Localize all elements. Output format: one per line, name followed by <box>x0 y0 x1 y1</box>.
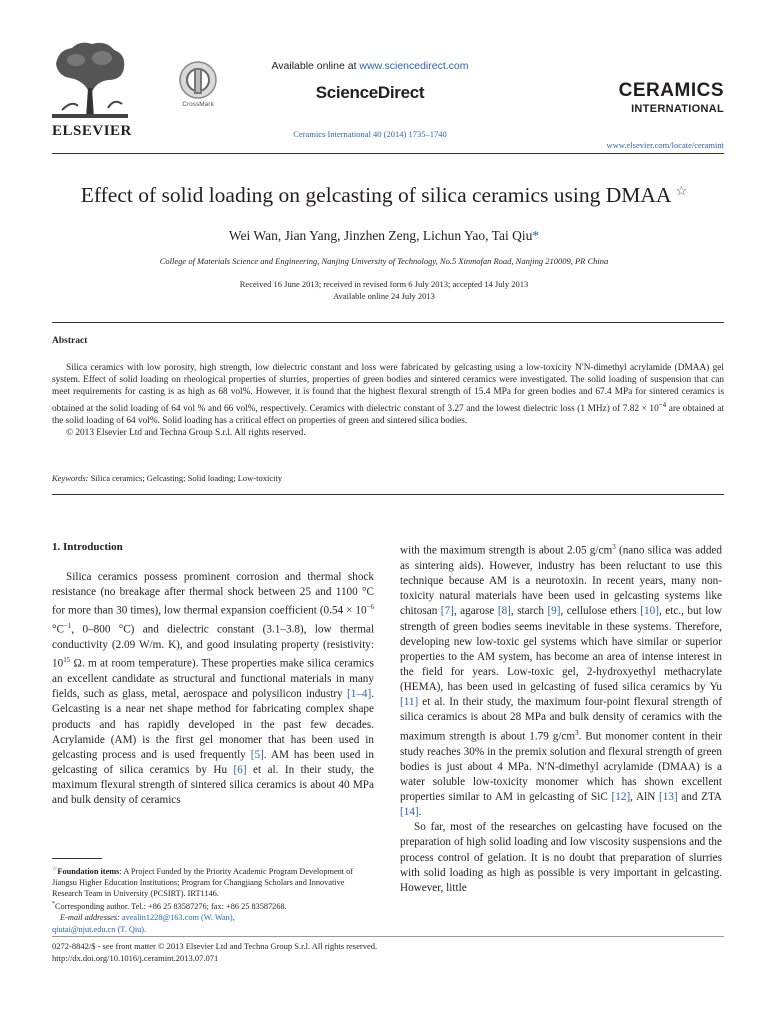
email-name: (T. Qiu). <box>115 924 147 934</box>
keywords <box>52 473 724 483</box>
text-run: et al. In their study, the maximum four-point flexural strength of silica ceramics is about 28 MPa and bulk density of ceramics with the maximum strength is about 1.79 g/cm <box>400 696 722 743</box>
sciencedirect-link[interactable]: www.sciencedirect.com <box>359 60 469 72</box>
issn-line: 0272-8842/$ - see front matter © 2013 Elsevier Ltd and Techna Group S.r.l. All rights reserved. <box>52 941 378 951</box>
reference-link[interactable]: [9] <box>547 605 561 618</box>
text-run: , AlN <box>630 790 659 803</box>
reference-link[interactable]: [14] <box>400 806 419 819</box>
foundation-footnote <box>52 864 374 899</box>
text-run: (nano silica was added as sintering aids). However, industry has been reluctant to use this technique because AM is a neurotoxin. In recent years, many non-toxicity natural materials have been used in gelcasting systems like chitosan <box>400 544 722 618</box>
header-divider <box>52 153 724 154</box>
corresponding-footnote <box>52 899 374 912</box>
affiliation: College of Materials Science and Engineering, Nanjing University of Technology, No.5 Xinmofan Road, Nanjing 210009, PR China <box>159 256 609 266</box>
abstract-copyright: © 2013 Elsevier Ltd and Techna Group S.r.l. All rights reserved. <box>66 428 306 439</box>
article-dates <box>40 278 728 302</box>
publisher-name: ELSEVIER <box>52 123 132 139</box>
abstract-paragraph <box>52 362 724 427</box>
abstract-text-1: Silica ceramics with low porosity, high strength, low dielectric constant and loss were fabricated by gelcasting using a low-toxicity N′N-dimethyl acrylamide (DMAA) gel system. Effect of solid loading on rheological properties of slurries, properties of green bodies and sintered ceramics were investigated. The solid loading of suspension that can meet requirements for casting is as high as 68 vol%. However, it is found that the highest flexural strength of 15.4 MPa for green bodies and 67.4 MPa for sintered ceramics is obtained at the solid loading of 64 vol % and 66 vol%, respectively. Ceramics with dielectric constant of 3.27 and the lowest dielectric loss (1 MHz) of 7.82 × 10 <box>52 363 724 414</box>
intro-paragraph-2: So far, most of the researches on gelcasting have focused on the preparation of high solid loading and low viscosity suspensions and the process control of gelation. It is no doubt that preparation of slurries with solid loading as high as possible is very important in gelcasting. However, little <box>400 821 722 894</box>
email-name: (W. Wan), <box>198 913 235 923</box>
bottom-divider <box>52 936 724 937</box>
reference-link[interactable]: [8] <box>497 605 511 618</box>
body-column-right <box>400 540 722 896</box>
front-matter <box>52 940 377 964</box>
text-run: Silica ceramics possess prominent corrosion and thermal shock resistance (no breakage after thermal shock between 25 and 1100 °C for more than 30 times), low thermal expansion coefficient (0.54 × 10 <box>52 571 374 618</box>
title-text: Effect of solid loading on gelcasting of silica ceramics using DMAA <box>80 183 671 207</box>
abstract-text-2: are obtained at the solid loading of 64 vol%. Solid loading has a critical effect on properties of green and sintered silica bodies. <box>52 403 724 426</box>
author-list <box>40 228 728 244</box>
exponent: −1 <box>63 622 72 631</box>
exponent: 3 <box>575 728 579 737</box>
dates-available: Available online 24 July 2013 <box>333 291 435 301</box>
crossmark-label: CrossMark <box>182 101 214 108</box>
email-label: E-mail addresses: <box>60 913 120 923</box>
email-footnote-2 <box>52 924 374 935</box>
doi-link[interactable]: http://dx.doi.org/10.1016/j.ceramint.2013.07.071 <box>52 953 219 963</box>
text-run: , cellulose ethers <box>560 605 641 618</box>
corresponding-text: Corresponding author. Tel.: +86 25 83587276; fax: +86 25 83587268. <box>55 902 287 912</box>
text-run: . But monomer content in their study reaches 30% in the premix solution and flexural strength of green bodies is just about 4 MPa. N′N-dimethyl acrylamide (DMAA) is a water soluble low-toxicity monomer which has shown excellent properties similar to AM in gelcasting of SiC <box>400 730 722 803</box>
reference-link[interactable]: [6] <box>233 764 247 777</box>
text-run: °C <box>52 623 64 636</box>
abstract-body <box>52 362 724 439</box>
journal-name-line2: INTERNATIONAL <box>631 103 724 115</box>
footnote-divider <box>52 858 102 859</box>
platform-name: ScienceDirect <box>315 83 425 102</box>
reference-link[interactable]: [5] <box>250 748 264 761</box>
abstract-heading: Abstract <box>52 336 88 346</box>
dates-received: Received 16 June 2013; received in revised form 6 July 2013; accepted 14 July 2013 <box>239 279 529 289</box>
keywords-label: Keywords: <box>52 473 89 483</box>
text-run: with the maximum strength is about 2.05 g/cm <box>400 544 613 557</box>
email-link[interactable]: avealin1228@163.com <box>121 913 199 923</box>
reference-link[interactable]: [10] <box>640 605 659 618</box>
reference-link[interactable]: [11] <box>400 696 419 709</box>
text-run: , agarose <box>453 605 498 618</box>
text-run: Ω. m at room temperature). These properties make silica ceramics an excellent candidate as structural and functional materials in many fields, such as glass, metal, aerospace and polysilicon industry <box>52 657 374 701</box>
journal-name-line1: CERAMICS <box>618 80 724 101</box>
section-heading-introduction: 1. Introduction <box>52 541 123 553</box>
reference-link[interactable]: [1–4] <box>346 688 372 701</box>
footnotes <box>52 864 374 935</box>
title-footnote-mark[interactable]: ☆ <box>675 183 688 198</box>
email-link[interactable]: qiutai@njut.edu.cn <box>52 924 116 934</box>
text-run: , etc., but low strength of green bodies seems inevitable in these systems. Therefore, developing new low-toxic gel systems which have similar or superior properties to the AM system, has become an area of intense interest in the field for years. Low-toxic gel, 2-hydroxyethyl methacrylate (HEMA), has been used in gelcasting of fused silica ceramics by Yu <box>400 605 722 694</box>
corresponding-author-mark[interactable]: * <box>532 228 540 243</box>
text-run: . AM has been used in gelcasting of silica ceramics by Hu <box>52 748 374 777</box>
abstract-divider <box>52 494 724 495</box>
foundation-text: : A Project Funded by the Priority Academic Program Development of Jiangsu Higher Education Institutions; Program for Changjiang Scholars and Innovative Research Team in University (PCSIRT). IRT1146. <box>52 866 354 899</box>
title-divider <box>52 322 724 323</box>
reference-link[interactable]: [7] <box>440 605 454 618</box>
available-online <box>240 60 500 72</box>
reference-link[interactable]: [13] <box>658 790 678 803</box>
abstract-exponent: −4 <box>658 400 667 409</box>
article-title <box>40 183 728 208</box>
intro-paragraph-1-cont <box>400 540 722 820</box>
text-run: et al. In their study, the maximum flexural strength of sintered silica ceramics is about 40 MPa and bulk density of ceramics <box>52 764 374 807</box>
text-run: . <box>418 806 422 819</box>
text-run: . Gelcasting is a near net shape method for fabricating complex shape products and has rapidly developed in the past few decades. Acrylamide (AM) is the first gel monomer that has been used in gelcasting process and is used frequently <box>52 688 374 761</box>
authors-text: Wei Wan, Jian Yang, Jinzhen Zeng, Lichun Yao, Tai Qiu <box>228 228 533 243</box>
footnote-mark: * <box>52 901 55 908</box>
text-run: , 0–800 °C) and dielectric constant (3.1–3.8), low thermal conductivity (2.09 W/m. K), and good insulating property (resistivity: 10 <box>52 623 374 670</box>
footnote-mark: ☆ <box>52 866 58 872</box>
reference-link[interactable]: [12] <box>611 790 631 803</box>
elsevier-tree-icon <box>52 40 128 120</box>
exponent: 3 <box>612 543 616 551</box>
intro-paragraph-1 <box>52 570 374 809</box>
foundation-label: Foundation items <box>57 866 120 876</box>
exponent: −6 <box>366 603 374 612</box>
journal-homepage-link[interactable]: www.elsevier.com/locate/ceramint <box>606 140 724 150</box>
text-run: and ZTA <box>677 790 722 803</box>
keywords-text: Silica ceramics; Gelcasting; Solid loading; Low-toxicity <box>88 473 283 483</box>
email-footnote <box>52 912 374 923</box>
journal-citation-link[interactable]: Ceramics International 40 (2014) 1735–1740 <box>293 129 447 139</box>
text-run: , starch <box>510 605 548 618</box>
exponent: 15 <box>63 656 71 665</box>
body-column-left <box>52 570 374 809</box>
available-prefix: Available online at <box>271 60 360 72</box>
